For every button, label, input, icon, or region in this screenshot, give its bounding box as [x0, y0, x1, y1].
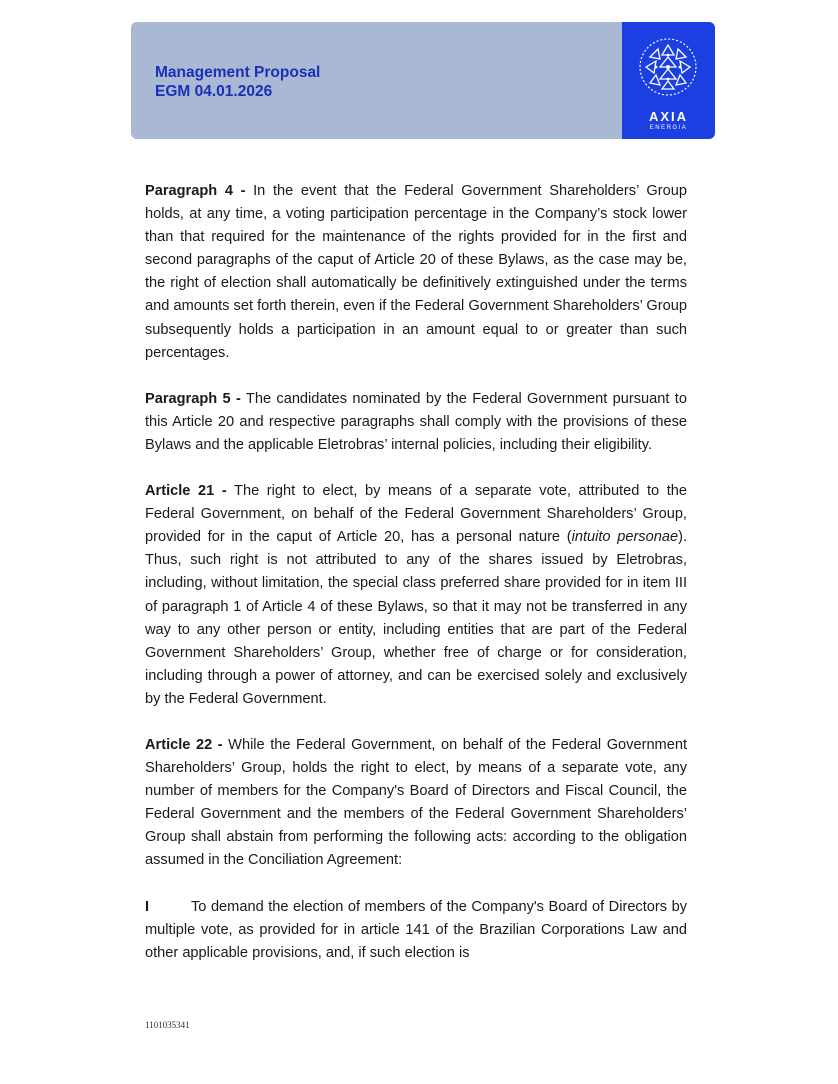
document-id: 1101035341 [145, 1020, 190, 1030]
globe-icon [638, 37, 698, 97]
item-number: I [145, 898, 150, 915]
article-text: While the Federal Government, on behalf of the Federal Government Shareholders’ Group, holds the right to elect, by means of a separate vote, any number of members for the Company's Board of Directors and Fiscal Council, the Federal Government and the members of the Federal Government Shareholders’ Group shall abstain from performing the following acts: according to the obligation assumed in the Conciliation Agreement: [145, 736, 687, 869]
paragraph-text: The candidates nominated by the Federal Government pursuant to this Article 20 and respective paragraphs shall comply with the provisions of these Bylaws and the applicable Eletrobras’ internal policies, including their eligibility. [145, 390, 687, 453]
paragraph-label: Paragraph 4 - [145, 183, 246, 199]
article-21 [145, 480, 687, 711]
paragraph-5 [145, 388, 687, 457]
axia-logo [622, 22, 715, 139]
logo-subtitle: ENERGIA [649, 125, 688, 131]
article-label: Article 21 - [145, 483, 227, 500]
item-i [145, 896, 687, 965]
paragraph-text: In the event that the Federal Government Shareholders’ Group holds, at any time, a voting participation percentage in the Company’s stock lower than that required for the maintenance of the rights provided for in the first and second paragraphs of the caput of Article 20 of these Bylaws, as the case may be, the right of election shall automatically be definitively extinguished under the terms and amounts set forth therein, even if the Federal Government Shareholders’ Group subsequently holds a participation in an amount equal to or greater than such percentages. [145, 183, 687, 361]
logo-wordmark: AXIA [648, 109, 689, 124]
paragraph-label: Paragraph 5 - [145, 390, 241, 407]
article-text-continued: ). Thus, such right is not attributed to any of the shares issued by Eletrobras, including, without limitation, the special class preferred share provided for in item III of paragraph 1 of Article 4 of these Bylaws, so that it may not be transferred in any way to any other person or entity, including entities that are part of the Federal Government Shareholders’ Group, whether free of charge or for consideration, including through a power of attorney, and can be exercised solely and exclusively by the Federal Government. [145, 529, 687, 707]
article-text: The right to elect, by means of a separate vote, attributed to the Federal Government, on behalf of the Federal Government Shareholders’ Group, provided for in the caput of Article 20, has a personal nature ( [145, 483, 687, 546]
article-22 [145, 734, 687, 873]
article-label: Article 22 - [145, 736, 223, 753]
item-text: To demand the election of members of the Company's Board of Directors by multiple vote, as provided for in article 141 of the Brazilian Corporations Law and other applicable provisions, and, if such election is [145, 898, 687, 961]
paragraph-4 [145, 180, 687, 365]
article-italic-term: intuito personae [571, 529, 679, 546]
document-title [155, 63, 320, 101]
title-line-1: Management Proposal [155, 64, 321, 81]
title-line-2: EGM 04.01.2026 [155, 83, 273, 100]
document-body [145, 180, 687, 988]
